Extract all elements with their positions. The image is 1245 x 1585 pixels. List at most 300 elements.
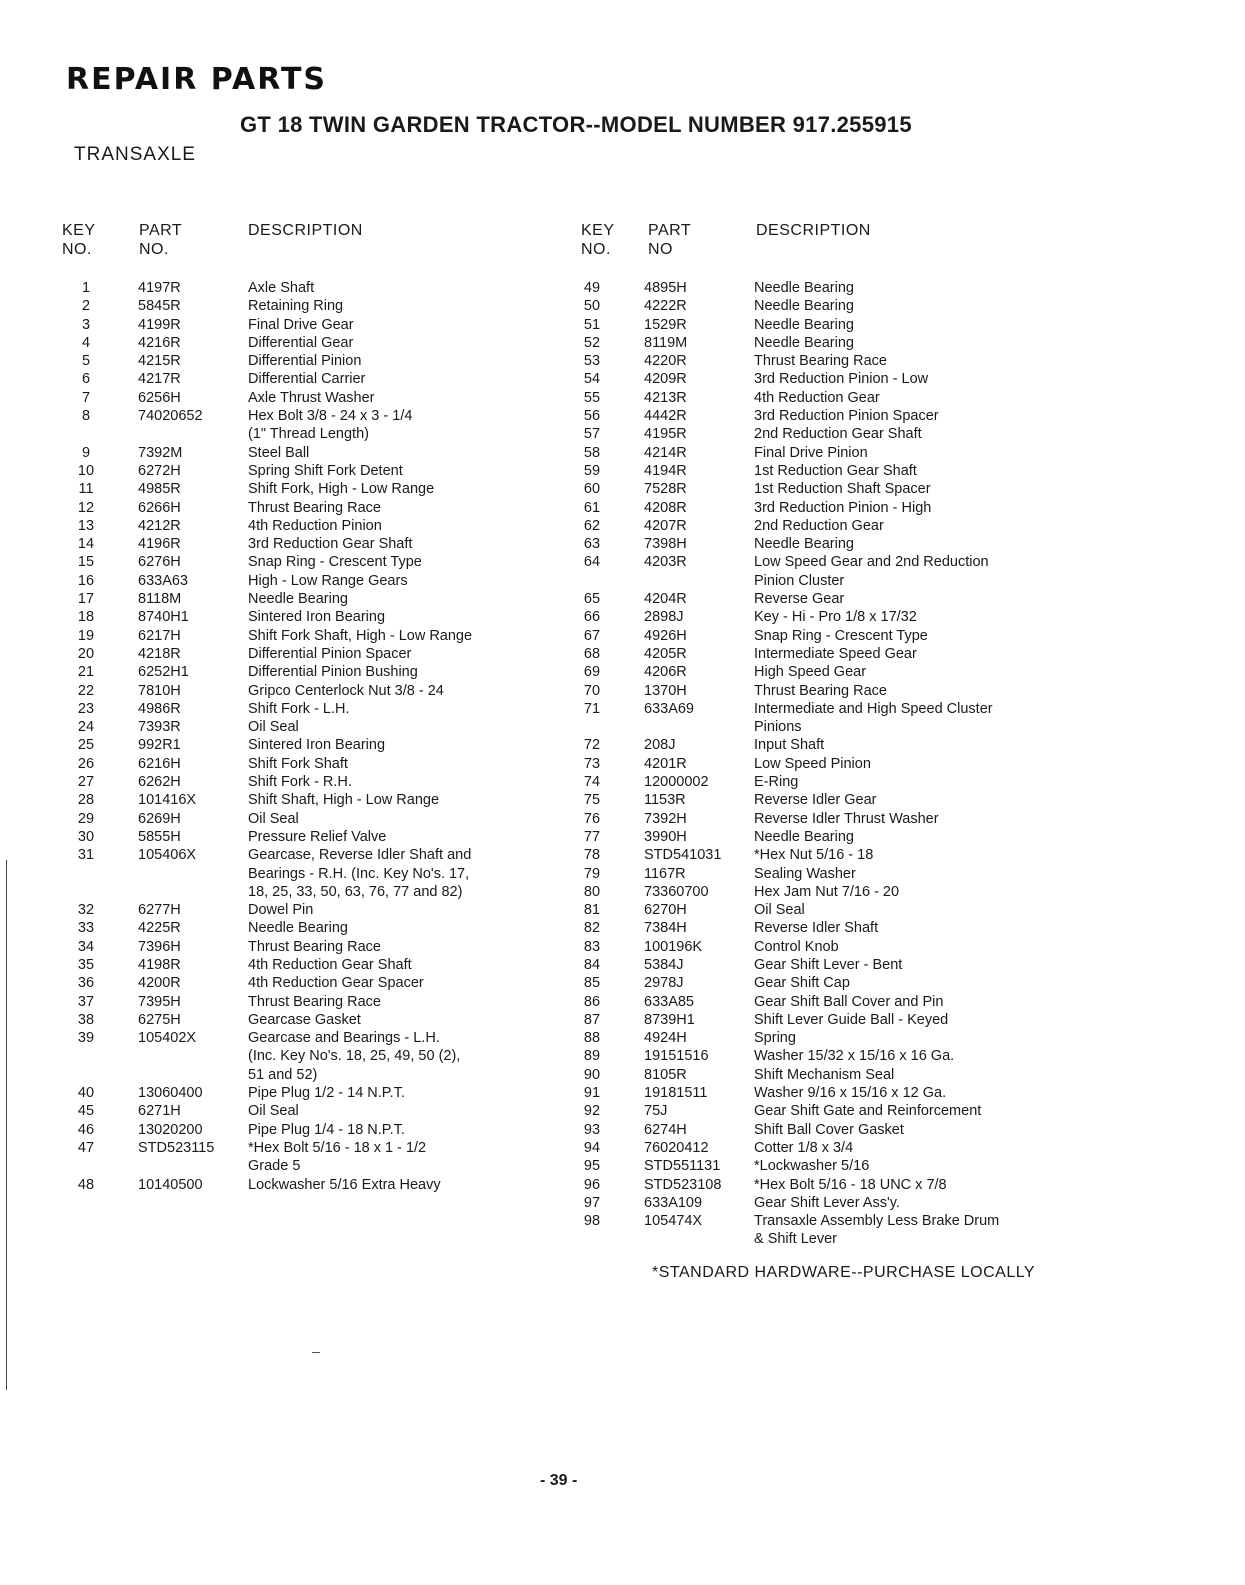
parts-row bbox=[66, 590, 546, 608]
page-number: - 39 - bbox=[540, 1472, 578, 1489]
key-no: 80 bbox=[583, 883, 601, 900]
key-no: 23 bbox=[77, 700, 95, 717]
part-no: 6272H bbox=[138, 462, 181, 479]
key-no: 59 bbox=[583, 462, 601, 479]
part-no: 4924H bbox=[644, 1030, 687, 1047]
part-description: Shift Fork Shaft, High - Low Range bbox=[248, 627, 473, 644]
part-description: Low Speed Pinion bbox=[754, 755, 871, 772]
key-no: 98 bbox=[583, 1213, 601, 1230]
part-description: 4th Reduction Pinion bbox=[248, 517, 382, 534]
key-no: 27 bbox=[77, 774, 95, 791]
part-description: Shift Lever Guide Ball - Keyed bbox=[754, 1011, 949, 1028]
key-no: 45 bbox=[77, 1103, 95, 1120]
part-description: Needle Bearing bbox=[754, 536, 854, 553]
parts-row bbox=[572, 334, 1072, 352]
parts-row bbox=[572, 499, 1072, 517]
part-description: Reverse Idler Thrust Washer bbox=[754, 810, 939, 827]
key-no: 91 bbox=[583, 1085, 601, 1102]
part-description: Sintered Iron Bearing bbox=[248, 609, 386, 626]
part-no: 101416X bbox=[138, 792, 197, 809]
key-no: 31 bbox=[77, 847, 95, 864]
key-no: 9 bbox=[81, 444, 91, 461]
key-no: 38 bbox=[77, 1011, 95, 1028]
part-no: 4214R bbox=[644, 444, 687, 461]
part-description: (Inc. Key No's. 18, 25, 49, 50 (2), bbox=[248, 1048, 461, 1065]
part-no: 4207R bbox=[644, 517, 687, 534]
part-no: 7810H bbox=[138, 682, 181, 699]
part-description: Reverse Idler Gear bbox=[754, 792, 877, 809]
parts-row bbox=[572, 535, 1072, 553]
parts-row bbox=[572, 1047, 1072, 1065]
part-no: 4216R bbox=[138, 334, 181, 351]
parts-row bbox=[572, 791, 1072, 809]
key-header-line2: NO. bbox=[581, 241, 611, 258]
parts-row bbox=[572, 279, 1072, 297]
part-no: 1370H bbox=[644, 682, 687, 699]
part-description: Spring bbox=[754, 1030, 796, 1047]
parts-row bbox=[66, 938, 546, 956]
parts-row bbox=[572, 773, 1072, 791]
parts-row bbox=[572, 1029, 1072, 1047]
parts-row bbox=[66, 718, 546, 736]
part-no: 208J bbox=[644, 737, 676, 754]
part-description: Dowel Pin bbox=[248, 902, 314, 919]
part-description: Final Drive Pinion bbox=[754, 444, 868, 461]
part-description: Thrust Bearing Race bbox=[248, 499, 381, 516]
part-description: Oil Seal bbox=[248, 719, 299, 736]
key-no: 57 bbox=[583, 426, 601, 443]
parts-row bbox=[66, 1029, 546, 1047]
parts-row bbox=[66, 663, 546, 681]
part-description: 18, 25, 33, 50, 63, 76, 77 and 82) bbox=[248, 883, 463, 900]
part-no: 4197R bbox=[138, 280, 181, 296]
key-no: 52 bbox=[583, 334, 601, 351]
part-no: 633A69 bbox=[644, 700, 694, 717]
part-description: *Lockwasher 5/16 bbox=[754, 1158, 870, 1175]
parts-row bbox=[572, 572, 1072, 590]
parts-row bbox=[66, 1157, 546, 1175]
part-description: Needle Bearing bbox=[248, 920, 348, 937]
parts-row bbox=[66, 791, 546, 809]
parts-row bbox=[66, 645, 546, 663]
part-description: Shift Shaft, High - Low Range bbox=[248, 792, 440, 809]
part-description: Lockwasher 5/16 Extra Heavy bbox=[248, 1176, 441, 1193]
key-no: 55 bbox=[583, 389, 601, 406]
key-no-header-left bbox=[62, 221, 96, 259]
part-no: 6270H bbox=[644, 902, 687, 919]
parts-row bbox=[572, 1121, 1072, 1139]
key-no: 94 bbox=[583, 1139, 601, 1156]
part-description: Shift Mechanism Seal bbox=[754, 1066, 895, 1083]
part-description: Shift Ball Cover Gasket bbox=[754, 1121, 904, 1138]
parts-row bbox=[66, 444, 546, 462]
key-no: 78 bbox=[583, 847, 601, 864]
part-no: 4218R bbox=[138, 645, 181, 662]
part-no: 6216H bbox=[138, 755, 181, 772]
part-description: 4th Reduction Gear Spacer bbox=[248, 975, 424, 992]
part-description: Hex Bolt 3/8 - 24 x 3 - 1/4 bbox=[248, 408, 413, 425]
part-no: 6276H bbox=[138, 554, 181, 571]
part-no: 6252H1 bbox=[138, 664, 189, 681]
part-description: Final Drive Gear bbox=[248, 316, 354, 333]
part-description: 2nd Reduction Gear bbox=[754, 517, 884, 534]
part-no: 73360700 bbox=[644, 883, 709, 900]
parts-row bbox=[572, 462, 1072, 480]
parts-row bbox=[66, 865, 546, 883]
part-description: Snap Ring - Crescent Type bbox=[754, 627, 928, 644]
part-no: 4198R bbox=[138, 956, 181, 973]
key-no: 26 bbox=[77, 755, 95, 772]
part-description: Cotter 1/8 x 3/4 bbox=[754, 1139, 854, 1156]
part-no: 4986R bbox=[138, 700, 181, 717]
key-no: 74 bbox=[583, 774, 601, 791]
part-description: Needle Bearing bbox=[754, 334, 854, 351]
part-no: STD523108 bbox=[644, 1176, 722, 1193]
key-no: 68 bbox=[583, 645, 601, 662]
part-description: Gear Shift Lever Ass'y. bbox=[754, 1194, 900, 1211]
part-no: 4205R bbox=[644, 645, 687, 662]
part-no: 7395H bbox=[138, 993, 181, 1010]
part-no: STD523115 bbox=[138, 1139, 215, 1156]
parts-row bbox=[66, 425, 546, 443]
parts-row bbox=[572, 1066, 1072, 1084]
part-description: 3rd Reduction Gear Shaft bbox=[248, 536, 413, 553]
part-no: 4201R bbox=[644, 755, 687, 772]
key-no: 96 bbox=[583, 1176, 601, 1193]
part-no-header-left bbox=[139, 221, 182, 259]
key-no: 64 bbox=[583, 554, 601, 571]
part-description: *Hex Nut 5/16 - 18 bbox=[754, 847, 874, 864]
parts-row bbox=[572, 736, 1072, 754]
part-description: Gear Shift Ball Cover and Pin bbox=[754, 993, 944, 1010]
key-no: 32 bbox=[77, 902, 95, 919]
part-no: 6262H bbox=[138, 774, 181, 791]
part-description: Washer 9/16 x 15/16 x 12 Ga. bbox=[754, 1085, 947, 1102]
part-description: Intermediate Speed Gear bbox=[754, 645, 917, 662]
key-header-line1: KEY bbox=[581, 222, 615, 239]
part-description: Reverse Idler Shaft bbox=[754, 920, 879, 937]
key-no: 71 bbox=[583, 700, 601, 717]
part-description: Key - Hi - Pro 1/8 x 17/32 bbox=[754, 609, 917, 626]
parts-row bbox=[572, 919, 1072, 937]
part-header-line2: NO bbox=[648, 241, 673, 258]
parts-row bbox=[66, 773, 546, 791]
part-no: 4222R bbox=[644, 298, 687, 315]
part-no: 2898J bbox=[644, 609, 684, 626]
part-no: 8105R bbox=[644, 1066, 687, 1083]
part-description: Gear Shift Gate and Reinforcement bbox=[754, 1103, 982, 1120]
parts-row bbox=[66, 1121, 546, 1139]
part-description: Gear Shift Lever - Bent bbox=[754, 956, 903, 973]
parts-row bbox=[572, 608, 1072, 626]
part-no: 1529R bbox=[644, 316, 687, 333]
part-no: 6266H bbox=[138, 499, 181, 516]
parts-row bbox=[572, 700, 1072, 718]
parts-row bbox=[66, 279, 546, 297]
key-no: 36 bbox=[77, 975, 95, 992]
part-description: (1" Thread Length) bbox=[248, 426, 369, 443]
description-header-right: DESCRIPTION bbox=[756, 222, 871, 239]
key-no: 5 bbox=[81, 353, 91, 370]
key-no: 76 bbox=[583, 810, 601, 827]
part-no: 4217R bbox=[138, 371, 181, 388]
parts-row bbox=[66, 334, 546, 352]
part-no: 7528R bbox=[644, 481, 687, 498]
key-no: 47 bbox=[77, 1139, 95, 1156]
key-no: 25 bbox=[77, 737, 95, 754]
page-title: REPAIR PARTS bbox=[66, 62, 328, 97]
key-no: 89 bbox=[583, 1048, 601, 1065]
parts-row bbox=[572, 517, 1072, 535]
part-description: 1st Reduction Gear Shaft bbox=[754, 462, 917, 479]
part-description: Grade 5 bbox=[248, 1158, 301, 1175]
key-no: 56 bbox=[583, 408, 601, 425]
parts-row bbox=[66, 389, 546, 407]
part-description: Shift Fork, High - Low Range bbox=[248, 481, 435, 498]
parts-row bbox=[66, 883, 546, 901]
key-no: 75 bbox=[583, 792, 601, 809]
key-no: 82 bbox=[583, 920, 601, 937]
parts-row bbox=[572, 444, 1072, 462]
part-header-line1: PART bbox=[139, 222, 183, 239]
part-description: Differential Pinion Bushing bbox=[248, 664, 418, 681]
part-description: Transaxle Assembly Less Brake Drum bbox=[754, 1213, 1000, 1230]
parts-row bbox=[572, 407, 1072, 425]
key-no: 8 bbox=[81, 408, 91, 425]
part-header-line1: PART bbox=[648, 222, 692, 239]
parts-row bbox=[572, 352, 1072, 370]
parts-row bbox=[572, 297, 1072, 315]
parts-row bbox=[572, 316, 1072, 334]
part-description: Needle Bearing bbox=[248, 591, 348, 608]
parts-row bbox=[66, 901, 546, 919]
part-no: 75J bbox=[644, 1103, 668, 1120]
part-no: 6275H bbox=[138, 1011, 181, 1028]
part-description: 3rd Reduction Pinion - Low bbox=[754, 371, 929, 388]
model-subtitle: GT 18 TWIN GARDEN TRACTOR--MODEL NUMBER 917.255915 bbox=[240, 112, 912, 137]
part-no: 19151516 bbox=[644, 1048, 709, 1065]
part-no: 5855H bbox=[138, 828, 181, 845]
key-no: 12 bbox=[77, 499, 95, 516]
part-no: 4213R bbox=[644, 389, 687, 406]
part-description: 3rd Reduction Pinion - High bbox=[754, 499, 932, 516]
scan-mark bbox=[312, 1352, 320, 1353]
part-description: Gearcase, Reverse Idler Shaft and bbox=[248, 847, 472, 864]
key-no: 87 bbox=[583, 1011, 601, 1028]
key-no: 79 bbox=[583, 865, 601, 882]
part-description: Needle Bearing bbox=[754, 280, 854, 296]
description-header-left: DESCRIPTION bbox=[248, 222, 363, 239]
part-no: 5384J bbox=[644, 956, 684, 973]
key-no: 46 bbox=[77, 1121, 95, 1138]
parts-row bbox=[572, 370, 1072, 388]
part-description: Oil Seal bbox=[754, 902, 805, 919]
part-no: 74020652 bbox=[138, 408, 203, 425]
key-no: 10 bbox=[77, 462, 95, 479]
key-no: 83 bbox=[583, 938, 601, 955]
key-no: 69 bbox=[583, 664, 601, 681]
parts-row bbox=[66, 736, 546, 754]
key-no-header-right bbox=[581, 221, 615, 259]
part-no-header-right bbox=[648, 221, 691, 259]
key-no: 21 bbox=[77, 664, 95, 681]
parts-row bbox=[66, 919, 546, 937]
key-no: 58 bbox=[583, 444, 601, 461]
key-no: 61 bbox=[583, 499, 601, 516]
part-no: 4208R bbox=[644, 499, 687, 516]
part-description: 2nd Reduction Gear Shaft bbox=[754, 426, 922, 443]
key-no: 2 bbox=[81, 298, 91, 315]
part-no: 4199R bbox=[138, 316, 181, 333]
parts-row bbox=[572, 865, 1072, 883]
parts-row bbox=[66, 1066, 546, 1084]
key-no: 18 bbox=[77, 609, 95, 626]
part-no: 7392H bbox=[644, 810, 687, 827]
part-description: Differential Pinion bbox=[248, 353, 362, 370]
parts-row bbox=[572, 718, 1072, 736]
part-description: Thrust Bearing Race bbox=[754, 682, 887, 699]
part-description: Gripco Centerlock Nut 3/8 - 24 bbox=[248, 682, 444, 699]
part-description: Bearings - R.H. (Inc. Key No's. 17, bbox=[248, 865, 470, 882]
part-no: 4204R bbox=[644, 591, 687, 608]
parts-row bbox=[572, 755, 1072, 773]
key-no: 4 bbox=[81, 334, 91, 351]
key-no: 24 bbox=[77, 719, 95, 736]
standard-hardware-footnote: *STANDARD HARDWARE--PURCHASE LOCALLY bbox=[652, 1264, 1036, 1281]
key-no: 40 bbox=[77, 1085, 95, 1102]
part-no: 13020200 bbox=[138, 1121, 203, 1138]
part-no: 6269H bbox=[138, 810, 181, 827]
key-no: 93 bbox=[583, 1121, 601, 1138]
part-no: 7396H bbox=[138, 938, 181, 955]
part-description: *Hex Bolt 5/16 - 18 UNC x 7/8 bbox=[754, 1176, 947, 1193]
part-no: 1167R bbox=[644, 865, 686, 882]
key-no: 85 bbox=[583, 975, 601, 992]
parts-row bbox=[66, 407, 546, 425]
key-no: 62 bbox=[583, 517, 601, 534]
part-no: 105402X bbox=[138, 1030, 197, 1047]
part-description: Gearcase Gasket bbox=[248, 1011, 361, 1028]
part-description: Pipe Plug 1/4 - 18 N.P.T. bbox=[248, 1121, 405, 1138]
part-no: 3990H bbox=[644, 828, 687, 845]
key-no: 77 bbox=[583, 828, 601, 845]
part-no: 6277H bbox=[138, 902, 181, 919]
key-no: 92 bbox=[583, 1103, 601, 1120]
parts-row bbox=[66, 755, 546, 773]
key-no: 90 bbox=[583, 1066, 601, 1083]
part-description: Axle Thrust Washer bbox=[248, 389, 375, 406]
parts-row bbox=[572, 956, 1072, 974]
part-description: E-Ring bbox=[754, 774, 799, 791]
key-no: 34 bbox=[77, 938, 95, 955]
key-no: 86 bbox=[583, 993, 601, 1010]
key-no: 48 bbox=[77, 1176, 95, 1193]
key-no: 13 bbox=[77, 517, 95, 534]
key-no: 14 bbox=[77, 536, 95, 553]
section-title: TRANSAXLE bbox=[74, 144, 196, 165]
part-description: Snap Ring - Crescent Type bbox=[248, 554, 422, 571]
key-no: 30 bbox=[77, 828, 95, 845]
part-description: Pressure Relief Valve bbox=[248, 828, 387, 845]
part-description: Reverse Gear bbox=[754, 591, 845, 608]
part-no: 12000002 bbox=[644, 774, 709, 791]
part-no: 100196K bbox=[644, 938, 703, 955]
key-no: 81 bbox=[583, 902, 601, 919]
part-description: Gearcase and Bearings - L.H. bbox=[248, 1030, 440, 1047]
part-no: 10140500 bbox=[138, 1176, 203, 1193]
part-no: 4203R bbox=[644, 554, 687, 571]
part-no: 633A63 bbox=[138, 572, 188, 589]
part-no: 6256H bbox=[138, 389, 181, 406]
key-no: 6 bbox=[81, 371, 91, 388]
part-no: 105406X bbox=[138, 847, 197, 864]
parts-row bbox=[66, 810, 546, 828]
key-no: 51 bbox=[583, 316, 601, 333]
parts-row bbox=[572, 828, 1072, 846]
key-no: 67 bbox=[583, 627, 601, 644]
key-no: 72 bbox=[583, 737, 601, 754]
part-no: 8119M bbox=[644, 334, 688, 351]
part-description: Sintered Iron Bearing bbox=[248, 737, 386, 754]
part-no: STD541031 bbox=[644, 847, 722, 864]
key-no: 33 bbox=[77, 920, 95, 937]
parts-list-right bbox=[572, 279, 1072, 1249]
part-no: 4200R bbox=[138, 975, 181, 992]
part-description: Washer 15/32 x 15/16 x 16 Ga. bbox=[754, 1048, 955, 1065]
key-no: 65 bbox=[583, 591, 601, 608]
parts-row bbox=[572, 1230, 1072, 1248]
parts-row bbox=[572, 682, 1072, 700]
part-no: 4194R bbox=[644, 462, 687, 479]
parts-row bbox=[66, 370, 546, 388]
part-description: Input Shaft bbox=[754, 737, 825, 754]
part-no: 2978J bbox=[644, 975, 684, 992]
parts-row bbox=[66, 974, 546, 992]
part-no: 4195R bbox=[644, 426, 687, 443]
key-no: 22 bbox=[77, 682, 95, 699]
parts-row bbox=[572, 846, 1072, 864]
part-no: 4212R bbox=[138, 517, 181, 534]
key-no: 97 bbox=[583, 1194, 601, 1211]
part-description: Pinion Cluster bbox=[754, 572, 845, 589]
key-no: 11 bbox=[78, 481, 94, 498]
part-description: Pipe Plug 1/2 - 14 N.P.T. bbox=[248, 1085, 405, 1102]
parts-row bbox=[66, 499, 546, 517]
part-no: 4215R bbox=[138, 353, 181, 370]
parts-row bbox=[572, 901, 1072, 919]
part-no: 633A109 bbox=[644, 1194, 703, 1211]
part-description: Thrust Bearing Race bbox=[754, 353, 887, 370]
key-no: 29 bbox=[77, 810, 95, 827]
parts-row bbox=[572, 389, 1072, 407]
part-no: 7393R bbox=[138, 719, 181, 736]
parts-row bbox=[66, 352, 546, 370]
parts-row bbox=[572, 590, 1072, 608]
part-no: 4206R bbox=[644, 664, 687, 681]
parts-row bbox=[66, 846, 546, 864]
part-description: Needle Bearing bbox=[754, 828, 854, 845]
part-description: Sealing Washer bbox=[754, 865, 856, 882]
part-header-line2: NO. bbox=[139, 241, 169, 258]
part-no: 4926H bbox=[644, 627, 687, 644]
part-no: 76020412 bbox=[644, 1139, 709, 1156]
part-no: 5845R bbox=[138, 298, 181, 315]
parts-row bbox=[66, 1011, 546, 1029]
part-description: Differential Carrier bbox=[248, 371, 366, 388]
scan-margin-line bbox=[6, 860, 7, 1390]
parts-row bbox=[66, 1102, 546, 1120]
parts-row bbox=[572, 663, 1072, 681]
